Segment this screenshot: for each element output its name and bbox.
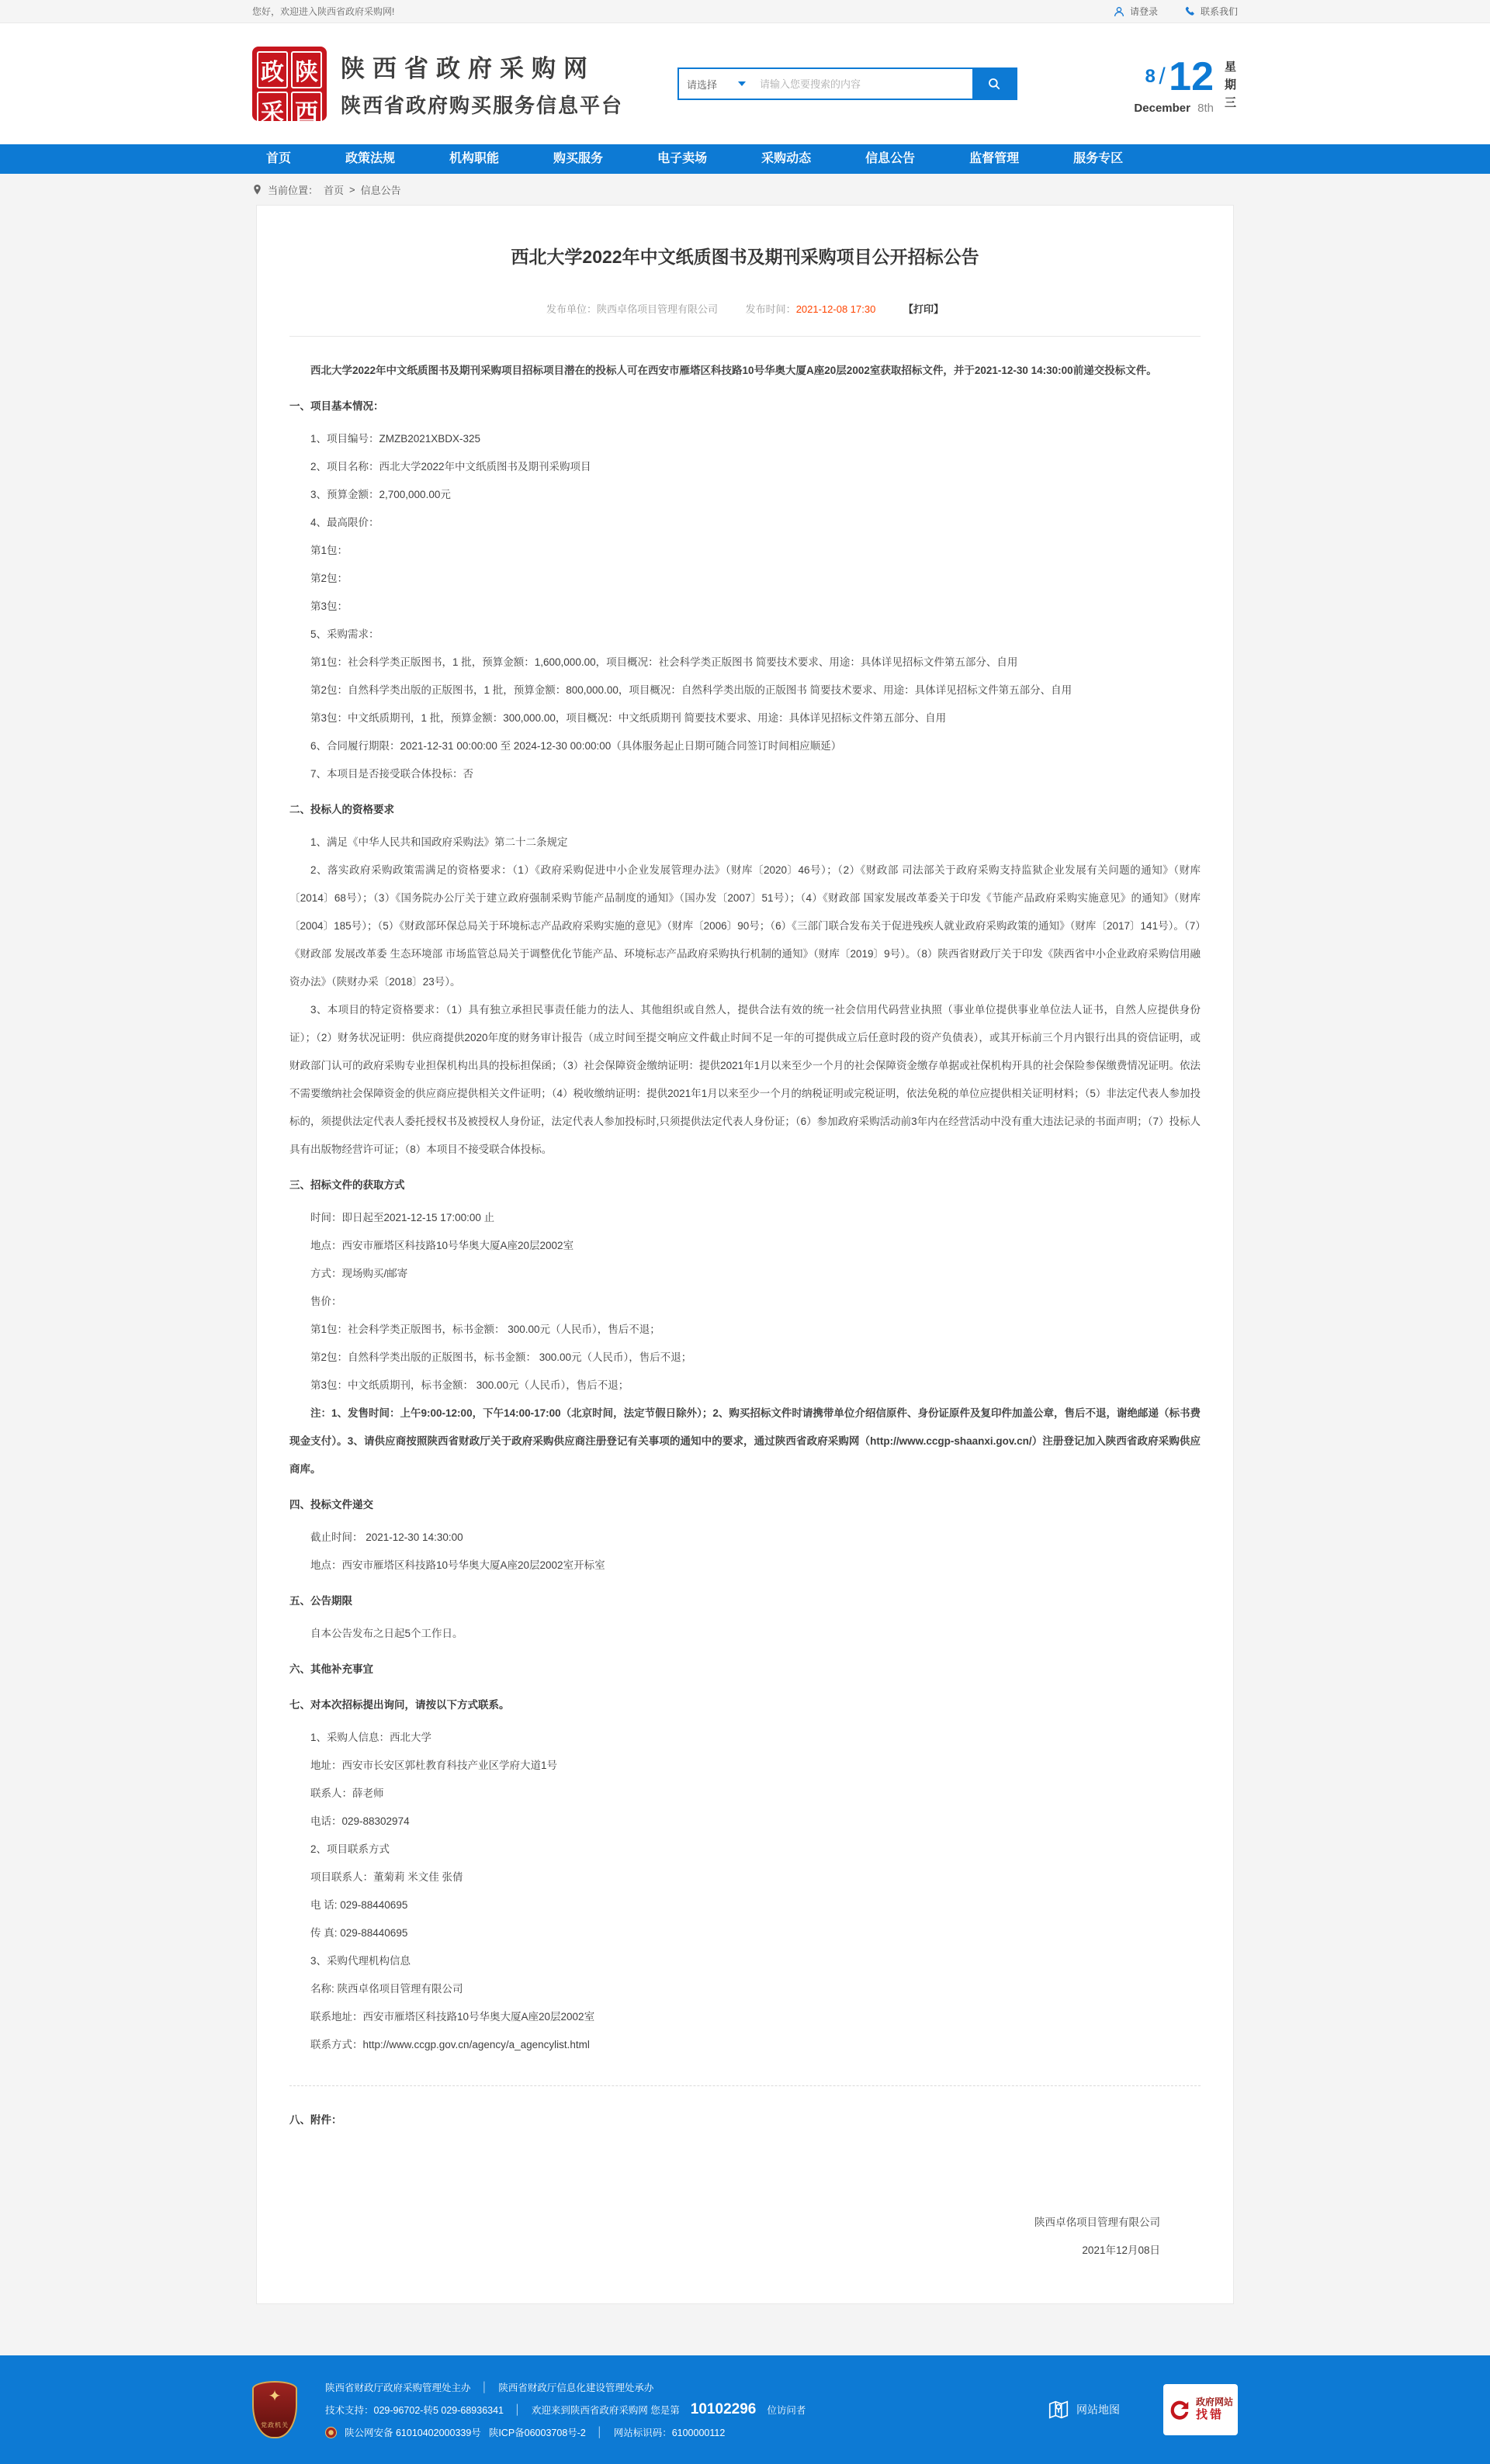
body-paragraph: 第3包：中文纸质期刊，标书金额： 300.00元（人民币），售后不退； — [310, 1379, 629, 1391]
date-month: 8 — [1145, 65, 1156, 87]
login-label: 请登录 — [1129, 6, 1158, 17]
body-paragraph: 2、项目联系方式 — [310, 1843, 390, 1855]
body-paragraph: 电话：029-88302974 — [310, 1815, 410, 1827]
site-title: 陕西省政府采购网 — [341, 55, 595, 82]
nav-item-首页[interactable]: 首页 — [266, 152, 292, 165]
search-category-select[interactable] — [679, 69, 754, 99]
article-body — [289, 357, 1201, 2265]
body-paragraph: 联系地址：西安市雁塔区科技路10号华奥大厦A座20层2002室 — [310, 2011, 595, 2023]
footer-tech-support: 技术支持：029-96702-转5 029-68936341 — [325, 2405, 504, 2416]
nav-item-电子卖场[interactable]: 电子卖场 — [657, 152, 708, 165]
body-paragraph: 7、本项目是否接受联合体投标：否 — [310, 768, 474, 780]
site-header — [0, 23, 1490, 144]
footer-visitor-prefix: 欢迎来到陕西省政府采购网 您是第 — [531, 2405, 680, 2416]
section-heading: 一、项目基本情况： — [289, 400, 384, 412]
logo-char: 采 — [257, 92, 288, 129]
section-heading: 三、招标文件的获取方式 — [289, 1179, 405, 1191]
date-widget — [1134, 54, 1238, 115]
icp-record: 陕ICP备06003708号-2 — [488, 2428, 586, 2438]
search-select-label: 请选择 — [687, 78, 718, 91]
party-gov-badge-label: 党政机关 — [260, 2421, 289, 2429]
main-nav-bar — [0, 144, 1490, 174]
footer-host-org: 陕西省财政厅政府采购管理处主办 — [325, 2383, 471, 2393]
body-paragraph: 第3包： — [310, 600, 348, 612]
body-paragraph: 第3包：中文纸质期刊，1 批，预算金额：300,000.00，项目概况：中文纸质期刊 简要技术要求、用途：具体详见招标文件第五部分、自用 — [310, 712, 947, 724]
search-icon — [987, 77, 1001, 91]
nav-item-信息公告[interactable]: 信息公告 — [865, 152, 916, 165]
body-paragraph: 1、满足《中华人民共和国政府采购法》第二十二条规定 — [310, 836, 568, 848]
body-paragraph: 4、最高限价： — [310, 517, 379, 528]
body-paragraph: 第1包：社会科学类正版图书，标书金额： 300.00元（人民币），售后不退； — [310, 1324, 660, 1335]
announcement-card — [256, 205, 1234, 2304]
body-paragraph: 截止时间： 2021-12-30 14:30:00 — [310, 1531, 463, 1543]
police-badge-icon — [325, 2427, 337, 2438]
visitor-count: 10102296 — [690, 2401, 757, 2417]
user-icon — [1113, 5, 1125, 18]
nav-item-购买服务[interactable]: 购买服务 — [553, 152, 604, 165]
publisher-label: 发布单位： — [546, 303, 598, 315]
body-paragraph: 地点：西安市雁塔区科技路10号华奥大厦A座20层2002室 — [310, 1240, 574, 1251]
gov-site-error-report-button[interactable] — [1163, 2384, 1238, 2435]
contact-link[interactable] — [1184, 5, 1238, 18]
body-paragraph: 2、项目名称：西北大学2022年中文纸质图书及期刊采购项目 — [310, 461, 591, 472]
error-report-logo-icon — [1168, 2398, 1191, 2421]
body-paragraph: 地点：西安市雁塔区科技路10号华奥大厦A座20层2002室开标室 — [310, 1559, 605, 1571]
site-footer — [0, 2355, 1490, 2464]
breadcrumb-separator: > — [349, 183, 355, 196]
body-paragraph: 电 话: 029-88440695 — [310, 1899, 408, 1911]
error-report-label-bottom: 找错 — [1195, 2408, 1224, 2422]
body-paragraph: 第1包：社会科学类正版图书，1 批，预算金额：1,600,000.00，项目概况：社会科学类正版图书 简要技术要求、用途：具体详见招标文件第五部分、自用 — [310, 656, 1018, 668]
body-paragraph: 项目联系人：董菊莉 米文佳 张倩 — [310, 1871, 463, 1883]
login-link[interactable] — [1113, 5, 1158, 18]
nav-item-机构职能[interactable]: 机构职能 — [449, 152, 500, 165]
nav-item-采购动态[interactable]: 采购动态 — [761, 152, 812, 165]
search-input[interactable] — [754, 69, 972, 99]
sitemap-icon — [1047, 2398, 1070, 2421]
date-month-en: December — [1134, 101, 1190, 115]
error-report-label-top: 政府网站 — [1195, 2397, 1233, 2408]
section-heading: 五、公告期限 — [289, 1595, 352, 1607]
body-paragraph: 3、本项目的特定资格要求：（1）具有独立承担民事责任能力的法人、其他组织或自然人，提供合法有效的统一社会信用代码营业执照（事业单位提供事业单位法人证书，自然人应提供身份证）；（2）财务状况证明：供应商提供2020年度的财务审计报告（成立时间至提交响应文件截止时间不足一年的可提供成立后任意时段的资产负债表），或其开标前三个月内银行出具的资信证明，或财政部门认可的政府采购专业担保机构出具的投标担保函；（3）社会保障资金缴纳证明：提供2021年1月以来至少一个月的社会保障资金缴存单据或社保机构开具的社会保险参保缴费情况证明。依法不需要缴纳社会保障资金的供应商应提供相关文件证明；（4）税收缴纳证明：提供2021年1月以来至少一个月的纳税证明或完税证明，依法免税的单位应提供相关证明材料；（5）非法定代表人参加投标的，须提供法定代表人委托授权书及被授权人身份证，法定代表人参加投标时,只须提供法定代表人身份证；（6）参加政府采购活动前3年内在经营活动中没有重大违法记录的书面声明；（7）投标人具有出版物经营许可证；（8）本项目不接受联合体投标。 — [289, 1004, 1201, 1155]
contact-label: 联系我们 — [1200, 6, 1238, 17]
body-paragraph: 传 真: 029-88440695 — [310, 1927, 408, 1939]
footer-visitor-suffix: 位访问者 — [767, 2405, 806, 2416]
body-paragraph: 1、采购人信息：西北大学 — [310, 1732, 432, 1743]
welcome-text: 您好，欢迎进入陕西省政府采购网! — [252, 6, 395, 17]
psb-record-link[interactable]: 陕公网安备 61010402000339号 — [345, 2428, 481, 2438]
site-logo[interactable] — [252, 47, 327, 126]
footer-separator: │ — [481, 2382, 488, 2393]
search-bar — [677, 67, 1017, 100]
body-paragraph: 联系方式：http://www.ccgp.gov.cn/agency/a_agencylist.html — [310, 2039, 590, 2050]
body-paragraph: 1、项目编号：ZMZB2021XBDX-325 — [310, 433, 481, 445]
main-nav — [252, 144, 1238, 174]
body-paragraph: 名称: 陕西卓佲项目管理有限公司 — [310, 1983, 463, 1995]
body-paragraph: 第2包： — [310, 573, 348, 584]
publish-time-value: 2021-12-08 17:30 — [795, 303, 876, 315]
section-heading: 八、附件： — [289, 2114, 342, 2126]
nav-item-服务专区[interactable]: 服务专区 — [1073, 152, 1124, 165]
print-button[interactable]: 【打印】 — [903, 303, 944, 315]
signature-line: 2021年12月08日 — [1082, 2244, 1160, 2256]
search-button[interactable] — [972, 69, 1016, 99]
date-day: 12 — [1169, 54, 1214, 99]
breadcrumb-home-link[interactable]: 首页 — [324, 184, 345, 196]
body-paragraph: 3、采购代理机构信息 — [310, 1955, 411, 1967]
site-id-code: 网站标识码：6100000112 — [613, 2428, 726, 2438]
site-subtitle: 陕西省政府购买服务信息平台 — [341, 94, 624, 117]
logo-char: 西 — [291, 92, 322, 129]
logo-char: 政 — [257, 51, 288, 88]
section-heading: 四、投标文件递交 — [289, 1499, 373, 1511]
logo-char: 陕 — [291, 51, 322, 88]
footer-text-block — [325, 2373, 806, 2446]
page-background — [0, 174, 1490, 2355]
date-slash: / — [1159, 63, 1166, 89]
party-gov-badge — [252, 2381, 297, 2438]
date-day-en: 8th — [1197, 101, 1214, 115]
breadcrumb-label: 当前位置： — [268, 184, 319, 196]
nav-item-政策法规[interactable]: 政策法规 — [345, 152, 396, 165]
breadcrumb — [252, 174, 1238, 205]
sitemap-link[interactable] — [1047, 2398, 1120, 2421]
sitemap-label: 网站地图 — [1076, 2403, 1120, 2416]
nav-item-监督管理[interactable]: 监督管理 — [969, 152, 1020, 165]
footer-separator: │ — [596, 2427, 603, 2438]
signature-line: 陕西卓佲项目管理有限公司 — [1034, 2217, 1160, 2228]
section-heading: 二、投标人的资格要求 — [289, 804, 394, 815]
site-names — [341, 49, 623, 119]
body-paragraph: 5、采购需求： — [310, 628, 379, 640]
body-paragraph: 西北大学2022年中文纸质图书及期刊采购项目招标项目潜在的投标人可在西安市雁塔区科技路10号华奥大厦A座20层2002室获取招标文件，并于2021-12-30 14:30:00前递交投标文件。 — [310, 365, 1157, 376]
publish-time-label: 发布时间： — [745, 303, 796, 315]
body-paragraph: 注：1、发售时间：上午9:00-12:00，下午14:00-17:00（北京时间，法定节假日除外）；2、购买招标文件时请携带单位介绍信原件、身份证原件及复印件加盖公章，售后不退，谢绝邮递（标书费现金支付）。3、请供应商按照陕西省财政厅关于政府采购供应商注册登记有关事项的通知中的要求，通过陕西省政府采购网（http://www.ccgp-shaanxi.gov.cn/）注册登记加入陕西省政府采购供应商库。 — [289, 1407, 1201, 1475]
section-heading: 六、其他补充事宜 — [289, 1663, 373, 1675]
torch-emblem-icon: ✦ — [268, 2388, 282, 2405]
body-paragraph: 3、预算金额：2,700,000.00元 — [310, 489, 451, 500]
body-paragraph: 时间：即日起至2021-12-15 17:00:00 止 — [310, 1212, 495, 1223]
dashed-divider — [289, 2085, 1201, 2086]
breadcrumb-current: 信息公告 — [360, 184, 401, 196]
body-paragraph: 联系人：薛老师 — [310, 1787, 384, 1799]
body-paragraph: 第2包：自然科学类出版的正版图书，标书金额： 300.00元（人民币），售后不退； — [310, 1351, 692, 1363]
article-meta — [289, 301, 1201, 337]
chevron-down-icon — [738, 81, 746, 86]
section-heading: 七、对本次招标提出询问，请按以下方式联系。 — [289, 1699, 510, 1711]
body-paragraph: 2、落实政府采购政策需满足的资格要求：（1）《政府采购促进中小企业发展管理办法》（财库〔2020〕46号）；（2）《财政部 司法部关于政府采购支持监狱企业发展有关问题的通知》（财库〔2014〕68号）；（3）《国务院办公厅关于建立政府强制采购节能产品制度的通知》（国办发〔2007〕51号）；（4）《财政部 国家发展改革委关于印发《节能产品政府采购实施意见》的通知》（财库〔2004〕185号）；（5）《财政部环保总局关于环境标志产品政府采购实施的意见》（财库〔2006〕90号；（6）《三部门联合发布关于促进残疾人就业政府采购政策的通知》（财库〔2017〕141号）。（7）《财政部 发展改革委 生态环境部 市场监管总局关于调整优化节能产品、环境标志产品政府采购执行机制的通知》（财库〔2019〕9号）。（8）陕西省财政厅关于印发《陕西省中小企业政府采购信用融资办法》（陕财办采〔2018〕23号）。 — [289, 864, 1201, 988]
footer-undertake-org: 陕西省财政厅信息化建设管理处承办 — [498, 2383, 654, 2393]
location-pin-icon — [252, 184, 262, 196]
phone-icon — [1184, 5, 1196, 17]
page-title: 西北大学2022年中文纸质图书及期刊采购项目公开招标公告 — [511, 247, 979, 267]
top-bar — [0, 0, 1490, 23]
body-paragraph: 自本公告发布之日起5个工作日。 — [310, 1628, 463, 1639]
body-paragraph: 地址：西安市长安区郭杜教育科技产业区学府大道1号 — [310, 1760, 558, 1771]
publisher-value: 陕西卓佲项目管理有限公司 — [597, 303, 719, 315]
body-paragraph: 6、合同履行期限：2021-12-31 00:00:00 至 2024-12-30 00:00:00（具体服务起止日期可随合同签订时间相应顺延） — [310, 740, 842, 752]
footer-separator: │ — [515, 2404, 521, 2415]
date-weekday: 星期三 — [1225, 60, 1237, 109]
body-paragraph: 第1包： — [310, 545, 348, 556]
body-paragraph: 售价： — [310, 1296, 342, 1307]
body-paragraph: 第2包：自然科学类出版的正版图书，1 批，预算金额：800,000.00，项目概况：自然科学类出版的正版图书 简要技术要求、用途：具体详见招标文件第五部分、自用 — [310, 684, 1072, 696]
body-paragraph: 方式：现场购买/邮寄 — [310, 1268, 408, 1279]
